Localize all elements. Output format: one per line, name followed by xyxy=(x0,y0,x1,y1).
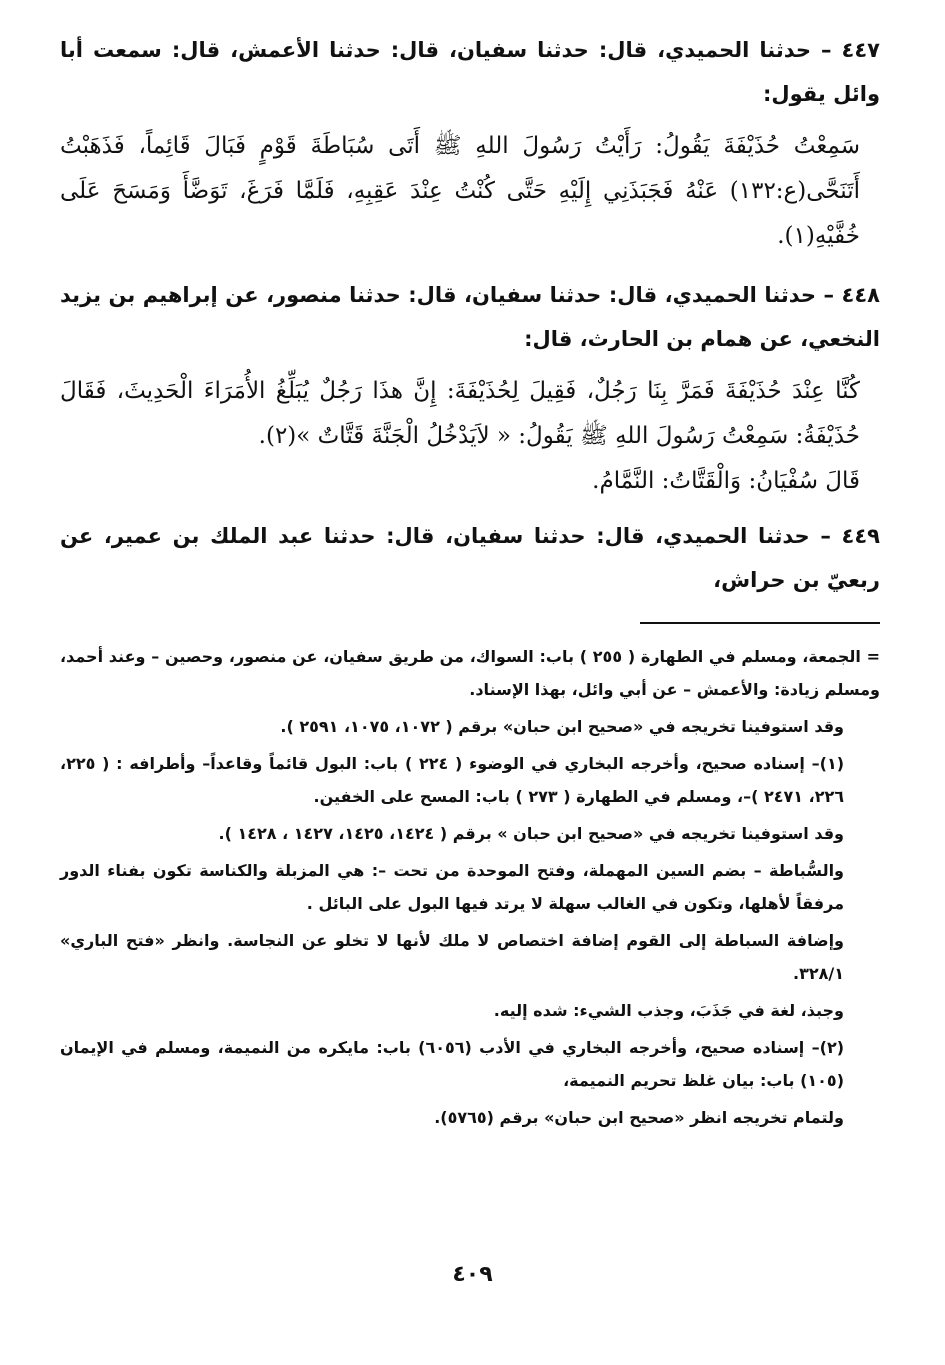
footnote-ref-ibn-hibban-1: وقد استوفينا تخريجه في «صحيح ابن حبان» برقم ( ١٠٧٢، ١٠٧٥، ٢٥٩١ ). xyxy=(280,717,844,736)
hadith-448-matn-block xyxy=(60,369,860,504)
hadith-449-isnad: ٤٤٩ – حدثنا الحميدي، قال: حدثنا سفيان، قال: حدثنا عبد الملك بن عمير، عن ربعيّ بن حراش، xyxy=(60,524,880,592)
hadith-448-matn: كُنَّا عِنْدَ حُذَيْفَةَ فَمَرَّ بِنَا رَجُلٌ، فَقِيلَ لِحُذَيْفَةَ: إِنَّ هذَا رَجُلٌ يُبَلِّغُ الأُمَرَاءَ الْحَدِيثَ، فَقَالَ حُذَيْفَةُ: سَمِعْتُ رَسُولَ اللهِ ﷺ يَقُولُ: « لاَيَدْخُلُ الْجَنَّةَ قَتَّاتٌ »(٢). xyxy=(60,378,860,449)
footnotes xyxy=(60,640,880,1134)
footnote-ref-ibn-hibban-2: وقد استوفينا تخريجه في «صحيح ابن حبان » برقم ( ١٤٢٤، ١٤٢٥، ١٤٢٧ ، ١٤٢٨ ). xyxy=(218,824,844,843)
hadith-448-sufyan-note: قَالَ سُفْيَانُ: وَالْقَتَّاتُ: النَّمَّامُ. xyxy=(592,468,860,494)
hadith-448-isnad: ٤٤٨ – حدثنا الحميدي، قال: حدثنا سفيان، قال: حدثنا منصور، عن إبراهيم بن يزيد النخعي، عن همام بن الحارث، قال: xyxy=(60,283,880,351)
page-body xyxy=(60,28,880,1134)
footnote-2: (٢)– إسناده صحيح، وأخرجه البخاري في الأدب (٦٠٥٦) باب: مايكره من النميمة، ومسلم في الإيمان (١٠٥) باب: بيان غلظ تحريم النميمة، xyxy=(60,1038,845,1090)
page-number: ٤٠٩ xyxy=(452,1262,493,1287)
footnote-jabadha: وجبذ، لغة في جَذَبَ، وجذب الشيء: شده إليه. xyxy=(493,1001,844,1020)
footnote-ref-ibn-hibban-3: ولتمام تخريجه انظر «صحيح ابن حبان» برقم (٥٧٦٥). xyxy=(434,1108,844,1127)
footnote-1: (١)– إسناده صحيح، وأخرجه البخاري في الوضوء ( ٢٢٤ ) باب: البول قائماً وقاعداً– وأطرافه : ( ٢٢٥، ٢٢٦، ٢٤٧١ )–، ومسلم في الطهارة ( ٢٧٣ ) باب: المسح على الخفين. xyxy=(60,754,845,806)
hadith-447-matn: سَمِعْتُ حُذَيْفَةَ يَقُولُ: رَأَيْتُ رَسُولَ اللهِ ﷺ أَتَى سُبَاطَةَ قَوْمٍ فَبَالَ قَائِماً، فَذَهَبْتُ أَتَنَحَّى(ع:١٣٢) عَنْهُ فَجَبَذَنِي إِلَيْهِ حَتَّى كُنْتُ عِنْدَ عَقِبِهِ، فَلَمَّا فَرَغَ، تَوَضَّأَ وَمَسَحَ عَلَى خُفَّيْهِ(١). xyxy=(60,133,860,249)
hadith-447-matn-block xyxy=(60,124,860,259)
footnote-subata-definition: والسُّباطة – بضم السين المهملة، وفتح الموحدة من تحت –: هي المزبلة والكناسة تكون بفناء الدور مرفقاً لأهلها، وتكون في الغالب سهلة لا يرتد فيها البول على البائل . xyxy=(60,861,844,913)
hadith-447-isnad: ٤٤٧ – حدثنا الحميدي، قال: حدثنا سفيان، قال: حدثنا الأعمش، قال: سمعت أبا وائل يقول: xyxy=(60,38,880,106)
footnote-subata-idafa: وإضافة السباطة إلى القوم إضافة اختصاص لا ملك لأنها لا تخلو عن النجاسة. وانظر «فتح الباري» ٣٢٨/١. xyxy=(60,931,844,983)
footnote-continuation: = الجمعة، ومسلم في الطهارة ( ٢٥٥ ) باب: السواك، من طريق سفيان، عن منصور، وحصين – وعند أحمد، ومسلم زيادة: والأعمش – عن أبي وائل، بهذا الإسناد. xyxy=(60,647,880,699)
footnote-divider xyxy=(640,622,880,624)
